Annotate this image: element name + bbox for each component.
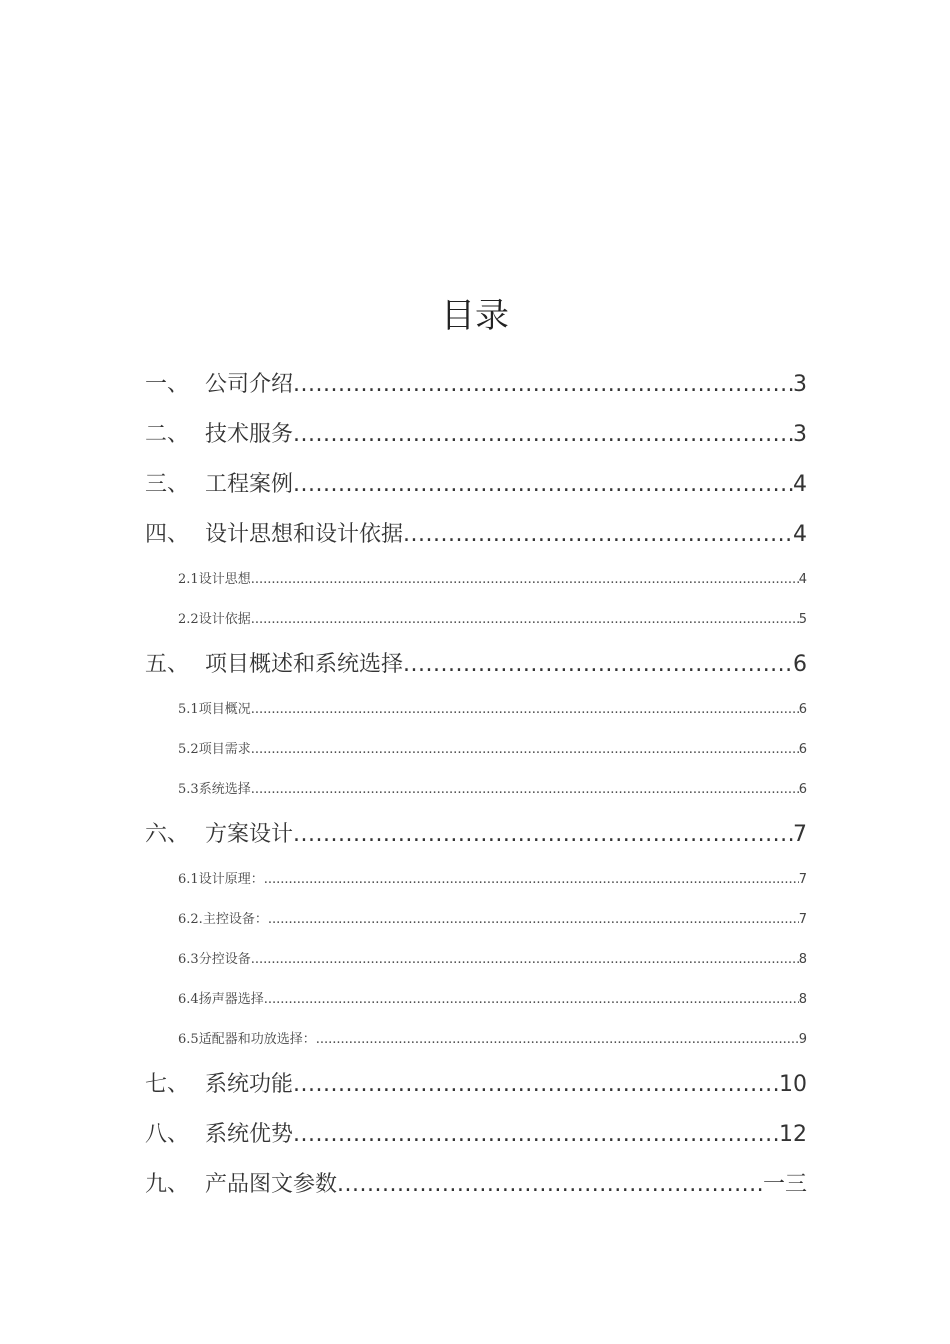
toc-subentry[interactable]: [145, 980, 807, 1020]
toc-entry-number: 6.3: [178, 952, 199, 967]
toc-entry-number: 6.2.: [178, 912, 203, 927]
toc-entry-page: 6: [793, 652, 807, 677]
toc-entry-label: 设计原理：: [198, 872, 264, 887]
toc-entry-label: 设计思想和设计依据: [205, 522, 404, 547]
toc-entry-label: 项目需求: [198, 742, 251, 757]
toc-entry-label: 扬声器选择: [198, 992, 264, 1007]
toc-entry-page: 7: [798, 872, 807, 887]
toc-entry-number: 5.1: [178, 702, 199, 717]
toc-entry-page: 4: [793, 522, 807, 547]
toc-entry-page: 7: [793, 822, 807, 847]
toc-entry-number: 2.1: [178, 572, 199, 587]
toc-dot-leader: [403, 510, 793, 560]
toc-entry-label: 系统选择: [198, 782, 251, 797]
toc-entry-label: 适配器和功放选择：: [198, 1032, 316, 1047]
toc-entry-number: 三、: [145, 472, 190, 497]
toc-entry-number: 6.5: [178, 1032, 199, 1047]
toc-entry-label: 项目概述和系统选择: [205, 652, 404, 677]
toc-entry-label: 技术服务: [205, 422, 294, 447]
toc-entry-label: 分控设备: [198, 952, 251, 967]
toc-dot-leader: [251, 600, 799, 640]
toc-entry-number: 四、: [145, 522, 190, 547]
toc-entry-number: 八、: [145, 1122, 190, 1147]
toc-dot-leader: [293, 1110, 779, 1160]
toc-entry-number: 六、: [145, 822, 190, 847]
toc-entry-number: 二、: [145, 422, 190, 447]
toc-entry-label: 项目概况: [198, 702, 251, 717]
toc-entry-page: 8: [798, 952, 807, 967]
toc-dot-leader: [293, 360, 793, 410]
toc-entry-page: 3: [793, 372, 807, 397]
toc-entry-number: 九、: [145, 1172, 190, 1197]
toc-entry[interactable]: [145, 810, 807, 860]
toc-dot-leader: [251, 690, 799, 730]
toc-entry-label: 系统功能: [205, 1072, 294, 1097]
toc-entry[interactable]: [145, 510, 807, 560]
toc-subentry[interactable]: [145, 1020, 807, 1060]
toc-entry-label: 设计思想: [198, 572, 251, 587]
toc-entry-page: 6: [798, 782, 807, 797]
toc-dot-leader: [337, 1160, 763, 1210]
toc-subentry[interactable]: [145, 940, 807, 980]
toc-entry-number: 6.1: [178, 872, 199, 887]
toc-entry-page: 12: [779, 1122, 807, 1147]
toc-dot-leader: [264, 860, 799, 900]
toc-dot-leader: [251, 940, 799, 980]
toc-entry-number: 一、: [145, 372, 190, 397]
toc-subentry[interactable]: [145, 900, 807, 940]
toc-dot-leader: [251, 560, 799, 600]
toc-entry-page: 10: [779, 1072, 807, 1097]
toc-dot-leader: [268, 900, 799, 940]
toc-subentry[interactable]: [145, 860, 807, 900]
toc-subentry[interactable]: [145, 690, 807, 730]
toc-entry-page: 5: [798, 612, 807, 627]
toc-entry-page: 7: [798, 912, 807, 927]
toc-subentry[interactable]: [145, 600, 807, 640]
toc-entry-number: 5.3: [178, 782, 199, 797]
toc-entry[interactable]: [145, 460, 807, 510]
toc-list: [145, 360, 807, 1210]
toc-entry-number: 七、: [145, 1072, 190, 1097]
toc-entry-label: 主控设备：: [202, 912, 268, 927]
toc-subentry[interactable]: [145, 770, 807, 810]
toc-entry-page: 6: [798, 702, 807, 717]
toc-entry-page: 4: [793, 472, 807, 497]
toc-title: 目录: [441, 296, 509, 336]
toc-entry[interactable]: [145, 1160, 807, 1210]
toc-entry-number: 6.4: [178, 992, 199, 1007]
toc-entry-label: 系统优势: [205, 1122, 294, 1147]
toc-entry-number: 2.2: [178, 612, 199, 627]
toc-entry[interactable]: [145, 640, 807, 690]
toc-entry-page: 9: [798, 1032, 807, 1047]
toc-entry-page: 3: [793, 422, 807, 447]
toc-dot-leader: [293, 460, 793, 510]
toc-dot-leader: [403, 640, 793, 690]
toc-entry-label: 产品图文参数: [205, 1172, 338, 1197]
toc-entry-page: 4: [798, 572, 807, 587]
toc-entry[interactable]: [145, 360, 807, 410]
toc-entry-label: 公司介绍: [205, 372, 294, 397]
toc-entry-page: 6: [798, 742, 807, 757]
toc-entry-label: 设计依据: [198, 612, 251, 627]
toc-dot-leader: [316, 1020, 799, 1060]
toc-subentry[interactable]: [145, 730, 807, 770]
toc-dot-leader: [293, 810, 793, 860]
toc-dot-leader: [293, 1060, 779, 1110]
toc-entry[interactable]: [145, 410, 807, 460]
toc-entry-label: 工程案例: [205, 472, 294, 497]
toc-dot-leader: [251, 770, 799, 810]
toc-entry-page: 8: [798, 992, 807, 1007]
toc-entry-number: 5.2: [178, 742, 199, 757]
toc-entry-number: 五、: [145, 652, 190, 677]
toc-dot-leader: [251, 730, 799, 770]
toc-subentry[interactable]: [145, 560, 807, 600]
toc-entry-label: 方案设计: [205, 822, 294, 847]
toc-entry[interactable]: [145, 1110, 807, 1160]
toc-dot-leader: [293, 410, 793, 460]
toc-dot-leader: [264, 980, 799, 1020]
toc-entry-page: 一三: [762, 1172, 807, 1197]
toc-entry[interactable]: [145, 1060, 807, 1110]
